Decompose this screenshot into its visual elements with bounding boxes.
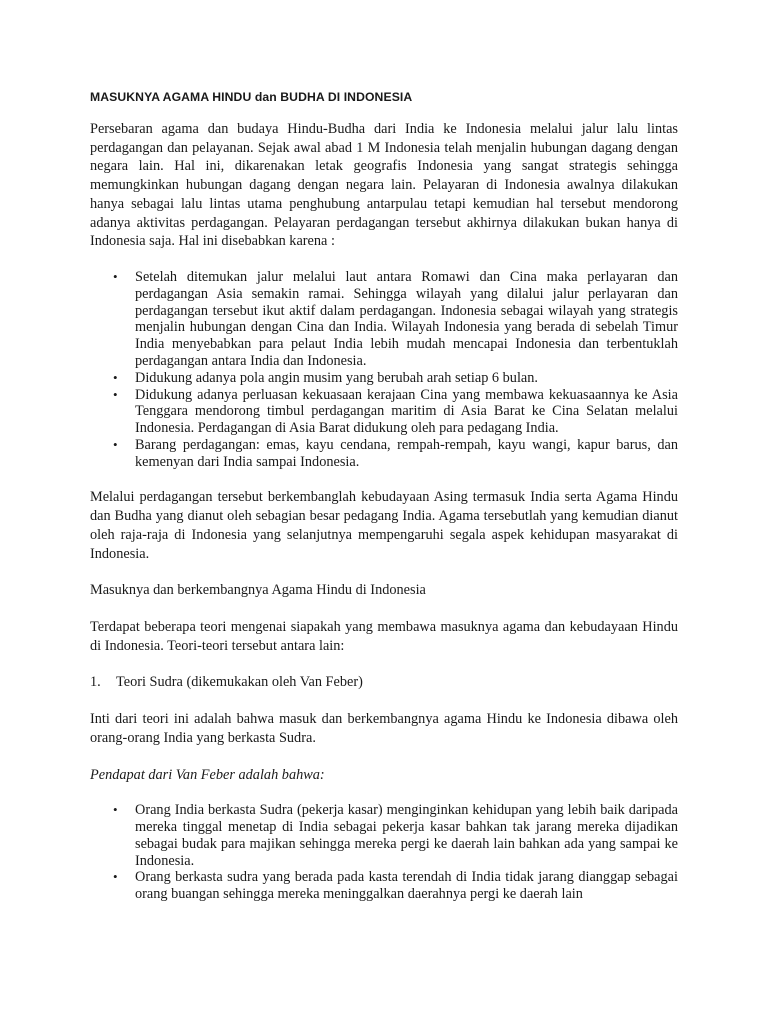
bullet-list-opinions [90,802,678,903]
list-item: • Orang berkasta sudra yang berada pada kasta terendah di India tidak jarang dianggap sebagai orang buangan sehingga mereka meninggalkan daerahnya pergi ke daerah lain [113,869,678,903]
list-item: • Didukung adanya pola angin musim yang berubah arah setiap 6 bulan. [113,369,538,386]
bullet-icon: • [113,869,118,885]
section-subheading: Masuknya dan berkembangnya Agama Hindu di Indonesia [90,582,426,599]
theory-heading [90,673,678,692]
bullet-list-reasons [90,269,678,471]
list-item: • Barang perdagangan: emas, kayu cendana, rempah-rempah, kayu wangi, kapur barus, dan kemenyan dari India sampai Indonesia. [113,436,678,470]
list-item: • Setelah ditemukan jalur melalui laut antara Romawi dan Cina maka perlayaran dan perdagangan Asia semakin ramai. Sehingga wilayah yang dilalui jalur perlayaran dan perdagangan tersebut ikut aktif dalam perdagangan. Indonesia sebagai wilayah yang strategis menjalin hubungan dengan Cina dan India. Wilayah Indonesia yang berada di sebelah Timur India menyebabkan para pelaut India lebih mudah mencapai Indonesia dan terbentuklah perdagangan antara India dan Indonesia. [113,268,678,369]
list-item: • Didukung adanya perluasan kekuasaan kerajaan Cina yang membawa kekuasaannya ke Asia Tenggara mendorong timbul perdagangan maritim di Asia Barat ke Cina Selatan melalui Indonesia. Perdagangan di Asia Barat didukung oleh para pedagang India. [113,386,678,437]
paragraph-cultural-influence: Melalui perdagangan tersebut berkembanglah kebudayaan Asing termasuk India serta Agama Hindu dan Budha yang dianut oleh sebagian besar pedagang India. Agama tersebutlah yang kemudian dianut oleh raja-raja di Indonesia yang selanjutnya mempengaruhi segala aspek kehidupan masyarakat di Indonesia. [90,489,678,562]
italic-heading: Pendapat dari Van Feber adalah bahwa: [90,766,325,783]
bullet-icon: • [113,369,118,385]
theory-number: 1. [90,674,101,691]
paragraph-theories-intro: Terdapat beberapa teori mengenai siapakah yang membawa masuknya agama dan kebudayaan Hindu di Indonesia. Teori-teori tersebut antara lain: [90,619,678,654]
paragraph-intro: Persebaran agama dan budaya Hindu-Budha dari India ke Indonesia melalui jalur lalu lintas perdagangan dan pelayanan. Sejak awal abad 1 M Indonesia telah menjalin hubungan dagang dengan negara lain. Hal ini, dikarenakan letak geografis Indonesia yang sangat strategis sehingga memungkinkan hubungan dagang dengan negara lain. Pelayaran di Indonesia awalnya dilakukan hanya sebagai lalu lintas utama penghubung antarpulau tetapi kemudian hal tersebut mendorong adanya aktivitas perdagangan. Pelayaran perdagangan tersebut akhirnya dilakukan bukan hanya di Indonesia saja. Hal ini disebabkan karena : [90,121,678,250]
bullet-icon: • [113,268,118,284]
paragraph-theory-core: Inti dari teori ini adalah bahwa masuk dan berkembangnya agama Hindu ke Indonesia dibawa oleh orang-orang India yang berkasta Sudra. [90,711,678,746]
document-title: MASUKNYA AGAMA HINDU dan BUDHA DI INDONESIA [90,90,413,104]
theory-label: Teori Sudra (dikemukakan oleh Van Feber) [116,674,363,691]
list-item: • Orang India berkasta Sudra (pekerja kasar) menginginkan kehidupan yang lebih baik daripada mereka tinggal menetap di India sebagai pekerja kasar bahkan tak jarang mereka dijadikan sebagai budak para majikan sehingga mereka pergi ke daerah lain bahkan ada yang sampai ke Indonesia. [113,802,678,869]
bullet-icon: • [113,436,118,452]
bullet-icon: • [113,802,118,818]
bullet-icon: • [113,386,118,402]
